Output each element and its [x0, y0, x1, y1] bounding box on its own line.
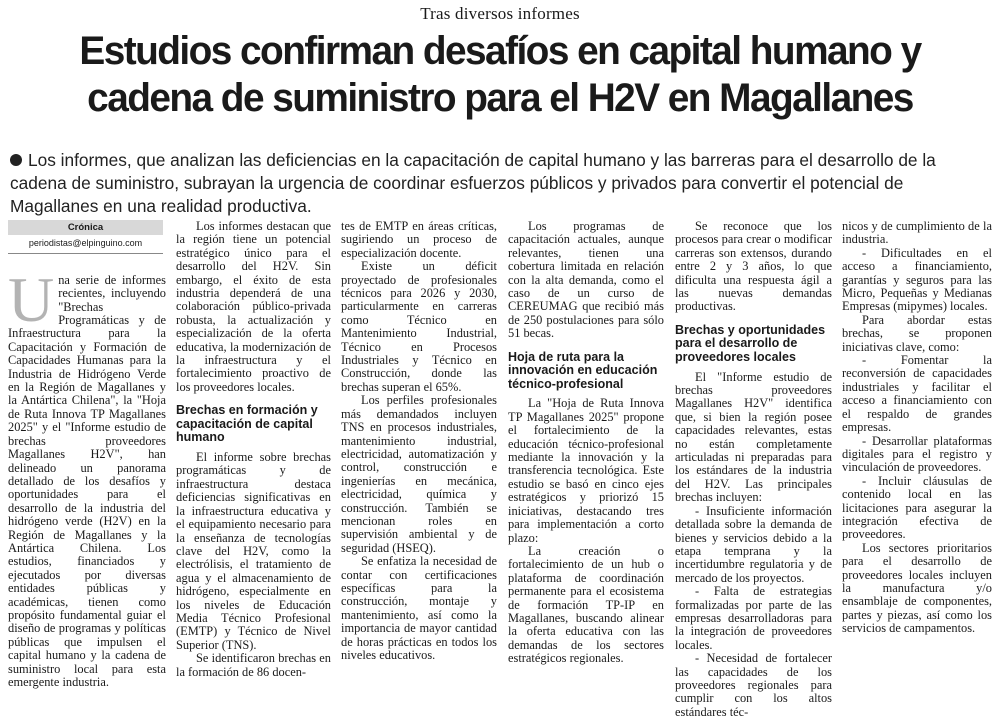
col2-subhead-1: Brechas en formación y capacitación de capital humano [176, 403, 318, 445]
byline-section: Crónica [8, 220, 163, 235]
lead-text: Los informes, que analizan las deficiencias en la capacitación de capital humano y las barreras para el desarrollo de la cadena de suministro, subrayan la urgencia de coordinar esfuerzos públicos y privados para convertir el potencial de Magallanes en una realidad productiva. [10, 150, 936, 216]
column-6 [842, 220, 992, 636]
headline-line-2: cadena de suministro para el H2V en Magallanes [87, 76, 913, 120]
col3-paragraph-3: Los perfiles profesionales más demandados incluyen TNS en procesos industriales, mantenimiento industrial, electricidad, automatización y control, construcción e ingenierías en mecánica, electricidad, química y construcción. También se mencionan roles en supervisión ambiental y de seguridad (HSEQ). [341, 393, 497, 555]
col6-paragraph-3: Para abordar estas brechas, se proponen iniciativas clave, como: [842, 312, 992, 354]
lead-paragraph [10, 149, 990, 218]
headline-line-1: Estudios confirman desafíos en capital humano y [79, 29, 921, 73]
col1-paragraph [8, 263, 166, 690]
col5-subhead-1: Brechas y oportunidades para el desarrollo de proveedores locales [675, 322, 826, 365]
col4-subhead-1: Hoja de ruta para la innovación en educación técnico-profesional [508, 349, 658, 391]
col2-paragraph-2: El informe sobre brechas programáticas y de infraestructura destaca deficiencias significativas en la infraestructura educativa y el equipamiento necesario para la enseñanza de tecnologías clave del H2V, como la electrólisis, el tratamiento de agua y el almacenamiento de hidrógeno, especialmente en los niveles de Educación Media Técnico Profesional (EMTP) y Técnico de Nivel Superior (TNS). [176, 450, 331, 652]
column-4 [508, 220, 664, 666]
col5-paragraph-3: - Insuficiente información detallada sobre la demanda de bienes y servicios debido a la etapa temprana y la incertidumbre regulatoria y de mercado de los proyectos. [675, 503, 832, 585]
col5-paragraph-5: - Necesidad de fortalecer las capacidades de los proveedores regionales para cumplir con los altos estándares téc- [675, 651, 832, 719]
kicker: Tras diversos informes [420, 4, 580, 23]
col5-paragraph-4: - Falta de estrategias formalizadas por parte de las empresas desarrolladoras para la integración de proveedores locales. [675, 584, 832, 652]
column-2 [176, 220, 331, 679]
col6-paragraph-1: nicos y de cumplimiento de la industria. [842, 219, 992, 247]
col6-paragraph-2: - Dificultades en el acceso a financiamiento, garantías y seguros para las Micro, Pequeñas y Medianas Empresas (mipymes) locales. [842, 245, 992, 314]
bullet-icon [10, 154, 22, 166]
col2-paragraph-1: Los informes destacan que la región tiene un potencial estratégico único para el desarrollo del H2V. Sin embargo, el éxito de esta industria dependerá de una colaboración público-privada robusta, la actualización y especialización de la oferta educativa, la modernización de la infraestructura y el fortalecimiento proactivo de los proveedores locales. [176, 219, 331, 394]
byline [8, 220, 163, 254]
col6-paragraph-4: - Fomentar la reconversión de capacidades industriales y facilitar el acceso a financiamiento con el respaldo de grandes empresas. [842, 353, 992, 435]
col6-paragraph-6: - Incluir cláusulas de contenido local en las licitaciones para asegurar la integración efectiva de proveedores. [842, 473, 992, 542]
col3-paragraph-4: Se enfatiza la necesidad de contar con certificaciones específicas para la construcción, montaje y mantenimiento, así como la importancia de mayor cantidad de horas prácticas en todos los niveles educativos. [341, 554, 497, 662]
col6-paragraph-5: - Desarrollar plataformas digitales para el registro y vinculación de proveedores. [842, 433, 992, 475]
col3-paragraph-2: Existe un déficit proyectado de profesionales técnicos para 2026 y 2030, particularmente en carreras como Técnico en Mantenimiento Industrial, Técnico en Procesos Industriales y Técnico en Construcción, donde las brechas superan el 65%. [341, 259, 497, 394]
headline [23, 28, 977, 122]
col3-paragraph-1: tes de EMTP en áreas críticas, sugiriendo un proceso de especialización docente. [341, 219, 497, 260]
dropcap: U [8, 263, 55, 335]
col4-paragraph-1: Los programas de capacitación actuales, aunque relevantes, tienen una cobertura limitada en relación con la alta demanda, como el caso de un curso de CEREUMAG que recibió más de 250 postulaciones para sólo 51 becas. [508, 219, 664, 341]
column-1 [8, 220, 166, 689]
col2-paragraph-3: Se identificaron brechas en la formación de 86 docen- [176, 651, 331, 679]
col5-paragraph-2: El "Informe estudio de brechas proveedores Magallanes H2V" identifica que, si bien la región posee capacidades relevantes, estas no están completamente articuladas ni preparadas para los estándares de la industria del H2V. Las principales brechas incluyen: [675, 369, 832, 505]
col6-paragraph-7: Los sectores prioritarios para el desarrollo de proveedores locales incluyen la manufactura y/o ensamblaje de componentes, partes y piezas, así como los servicios de campamentos. [842, 540, 992, 636]
col4-paragraph-2: La "Hoja de Ruta Innova TP Magallanes 2025" propone el fortalecimiento de la educación técnico-profesional mediante la innovación y la transferencia tecnológica. Este estudio se basó en cinco ejes estratégicos y priorizó 15 iniciativas, destacando tres para implementación a corto plazo: [508, 396, 664, 545]
col5-paragraph-1: Se reconoce que los procesos para crear o modificar carreras son extensos, durando entre 2 y 3 años, lo que dificulta una respuesta ágil a las nuevas demandas productivas. [675, 219, 832, 314]
byline-email: periodistas@elpinguino.com [8, 235, 163, 253]
col4-paragraph-3: La creación o fortalecimiento de un hub o plataforma de coordinación permanente para el ecosistema de formación TP-IP en Magallanes, buscando alinear la oferta educativa con las demandas de los sectores estratégicos regionales. [508, 543, 664, 666]
column-5 [675, 220, 832, 719]
col1-paragraph-text: na serie de informes recientes, incluyendo "Brechas Programáticas y de Infraestructura para la Capacitación y Formación de Capacidades Humanas para la Industria de Hidrógeno Verde en la Región de Magallanes y la Antártica Chilena", la "Hoja de Ruta Innova TP Magallanes 2025" y el "Informe estudio de brechas proveedores Magallanes H2V", han delineado un panorama detallado de los desafíos y oportunidades para el desarrollo de la industria del hidrógeno verde (H2V) en la Región de Magallanes y la Antártica Chilena. Los estudios, financiados y ejecutados por diversas entidades públicas y académicas, tienen como propósito fundamental guiar el diseño de programas y políticas públicas que impulsen el capital humano y la cadena de suministro local para esta emergente industria. [8, 272, 166, 689]
column-3 [341, 220, 497, 662]
